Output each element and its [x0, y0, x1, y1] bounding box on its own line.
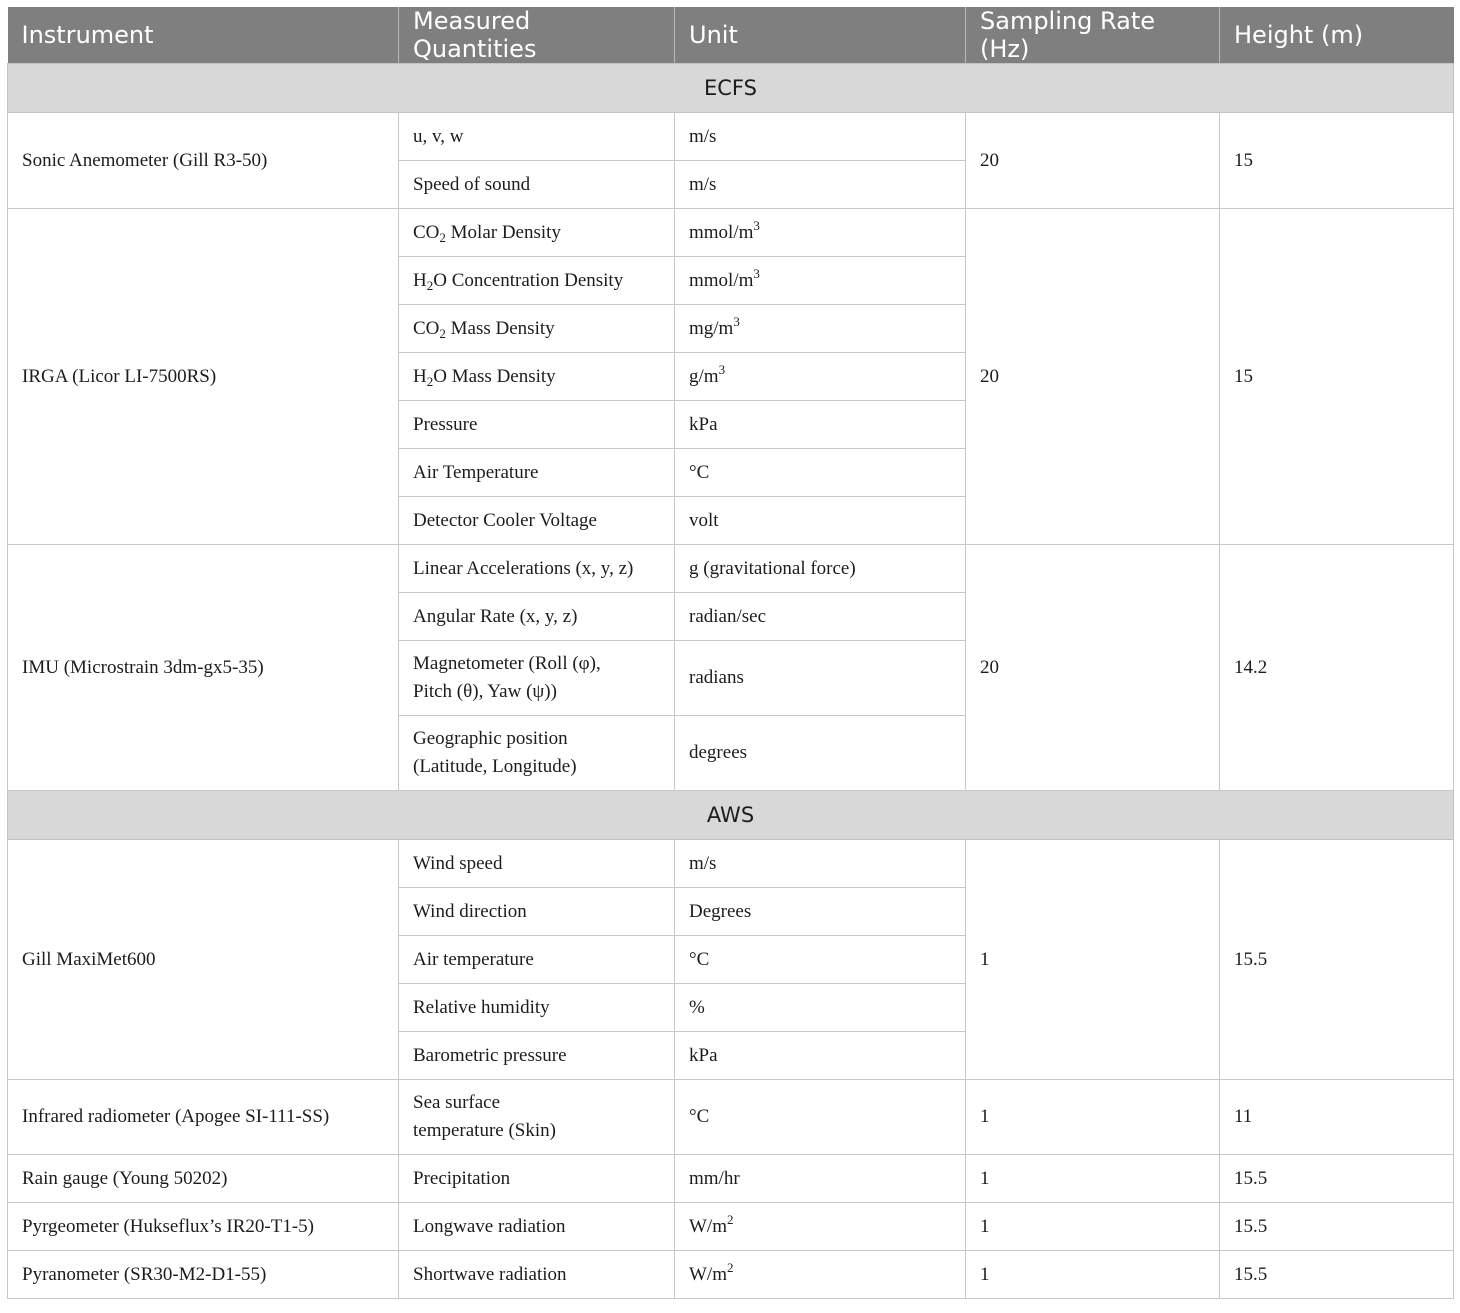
unit-cell: [675, 257, 966, 305]
height-cell: 15.5: [1220, 1155, 1454, 1203]
table-row: [8, 840, 1454, 888]
table-row: [8, 113, 1454, 161]
superscript: 2: [727, 1211, 734, 1227]
quantity-cell: Precipitation: [399, 1155, 675, 1203]
height-cell: 15: [1220, 209, 1454, 545]
quantity-cell: Barometric pressure: [399, 1032, 675, 1080]
quantity-line: Magnetometer (Roll (φ),: [413, 653, 601, 674]
header-height: Height (m): [1220, 7, 1454, 64]
unit-text: mg/m: [689, 317, 734, 339]
quantity-cell: Air temperature: [399, 936, 675, 984]
instrument-cell: Pyranometer (SR30-M2-D1-55): [8, 1251, 399, 1299]
superscript: 3: [753, 265, 760, 281]
unit-cell: volt: [675, 497, 966, 545]
header-row: [8, 7, 1454, 64]
subscript: 2: [439, 229, 446, 245]
unit-cell: °C: [675, 449, 966, 497]
unit-cell: °C: [675, 1080, 966, 1155]
quantity-cell: [399, 257, 675, 305]
unit-text: W/m: [689, 1263, 727, 1285]
unit-cell: [675, 209, 966, 257]
quantity-cell: [399, 716, 675, 791]
quantity-cell: Longwave radiation: [399, 1203, 675, 1251]
unit-cell: mm/hr: [675, 1155, 966, 1203]
quantity-cell: Air Temperature: [399, 449, 675, 497]
unit-cell: °C: [675, 936, 966, 984]
quantity-cell: [399, 1080, 675, 1155]
height-cell: 11: [1220, 1080, 1454, 1155]
instrument-table: [7, 7, 1454, 1299]
unit-cell: kPa: [675, 1032, 966, 1080]
quantity-cell: Speed of sound: [399, 161, 675, 209]
rate-cell: 1: [966, 1251, 1220, 1299]
quantity-cell: Shortwave radiation: [399, 1251, 675, 1299]
table-row: [8, 1155, 1454, 1203]
unit-cell: %: [675, 984, 966, 1032]
unit-cell: radians: [675, 641, 966, 716]
header-measured-quantities: Measured Quantities: [399, 7, 675, 64]
quantity-line: temperature (Skin): [413, 1120, 556, 1141]
quantity-cell: Wind speed: [399, 840, 675, 888]
group-label: AWS: [8, 791, 1454, 840]
quantity-line: Pitch (θ), Yaw (ψ)): [413, 681, 557, 702]
instrument-cell: IRGA (Licor LI-7500RS): [8, 209, 399, 545]
height-cell: 14.2: [1220, 545, 1454, 791]
height-cell: 15.5: [1220, 1251, 1454, 1299]
quantity-text: CO: [413, 317, 440, 339]
quantity-text: O Concentration Density: [433, 269, 624, 291]
instrument-cell: Rain gauge (Young 50202): [8, 1155, 399, 1203]
rate-cell: 1: [966, 1155, 1220, 1203]
quantity-text: Molar Density: [445, 221, 561, 243]
quantity-cell: Detector Cooler Voltage: [399, 497, 675, 545]
unit-cell: [675, 305, 966, 353]
rate-cell: 20: [966, 113, 1220, 209]
group-row-ecfs: [8, 64, 1454, 113]
instrument-cell: Gill MaxiMet600: [8, 840, 399, 1080]
quantity-text: H: [413, 269, 427, 291]
superscript: 3: [733, 313, 740, 329]
unit-cell: [675, 353, 966, 401]
superscript: 3: [753, 217, 760, 233]
quantity-cell: Wind direction: [399, 888, 675, 936]
unit-cell: Degrees: [675, 888, 966, 936]
unit-cell: [675, 1203, 966, 1251]
unit-text: W/m: [689, 1215, 727, 1237]
quantity-cell: [399, 305, 675, 353]
quantity-cell: [399, 209, 675, 257]
quantity-line: Geographic position: [413, 728, 568, 749]
subscript: 2: [426, 277, 434, 293]
instrument-cell: IMU (Microstrain 3dm-gx5-35): [8, 545, 399, 791]
quantity-cell: u, v, w: [399, 113, 675, 161]
instrument-cell: Sonic Anemometer (Gill R3-50): [8, 113, 399, 209]
unit-cell: [675, 1251, 966, 1299]
subscript: 2: [426, 373, 434, 389]
quantity-cell: Pressure: [399, 401, 675, 449]
rate-cell: 20: [966, 545, 1220, 791]
group-row-aws: [8, 791, 1454, 840]
instrument-cell: Pyrgeometer (Hukseflux’s IR20-T1-5): [8, 1203, 399, 1251]
unit-text: g/m: [689, 365, 719, 387]
table-row: [8, 1080, 1454, 1155]
quantity-text: CO: [413, 221, 440, 243]
header-unit: Unit: [675, 7, 966, 64]
unit-text: mmol/m: [689, 221, 754, 243]
quantity-line: Sea surface: [413, 1092, 501, 1113]
unit-cell: degrees: [675, 716, 966, 791]
unit-cell: m/s: [675, 113, 966, 161]
rate-cell: 20: [966, 209, 1220, 545]
group-label: ECFS: [8, 64, 1454, 113]
quantity-text: O Mass Density: [433, 365, 556, 387]
unit-cell: radian/sec: [675, 593, 966, 641]
quantity-cell: [399, 641, 675, 716]
quantity-cell: Linear Accelerations (x, y, z): [399, 545, 675, 593]
unit-cell: g (gravitational force): [675, 545, 966, 593]
unit-cell: kPa: [675, 401, 966, 449]
header-instrument: Instrument: [8, 7, 399, 64]
quantity-line: (Latitude, Longitude): [413, 756, 577, 777]
quantity-text: H: [413, 365, 427, 387]
rate-cell: 1: [966, 1080, 1220, 1155]
table-row: [8, 1251, 1454, 1299]
quantity-cell: Relative humidity: [399, 984, 675, 1032]
table-row: [8, 1203, 1454, 1251]
quantity-text: Mass Density: [445, 317, 555, 339]
height-cell: 15.5: [1220, 840, 1454, 1080]
quantity-cell: Angular Rate (x, y, z): [399, 593, 675, 641]
height-cell: 15.5: [1220, 1203, 1454, 1251]
height-cell: 15: [1220, 113, 1454, 209]
instrument-cell: Infrared radiometer (Apogee SI-111-SS): [8, 1080, 399, 1155]
header-sampling-rate: Sampling Rate (Hz): [966, 7, 1220, 64]
subscript: 2: [439, 325, 446, 341]
table-row: [8, 545, 1454, 593]
rate-cell: 1: [966, 1203, 1220, 1251]
table-row: [8, 209, 1454, 257]
superscript: 2: [727, 1259, 734, 1275]
unit-text: mmol/m: [689, 269, 754, 291]
superscript: 3: [718, 361, 726, 377]
unit-cell: m/s: [675, 840, 966, 888]
quantity-cell: [399, 353, 675, 401]
unit-cell: m/s: [675, 161, 966, 209]
rate-cell: 1: [966, 840, 1220, 1080]
